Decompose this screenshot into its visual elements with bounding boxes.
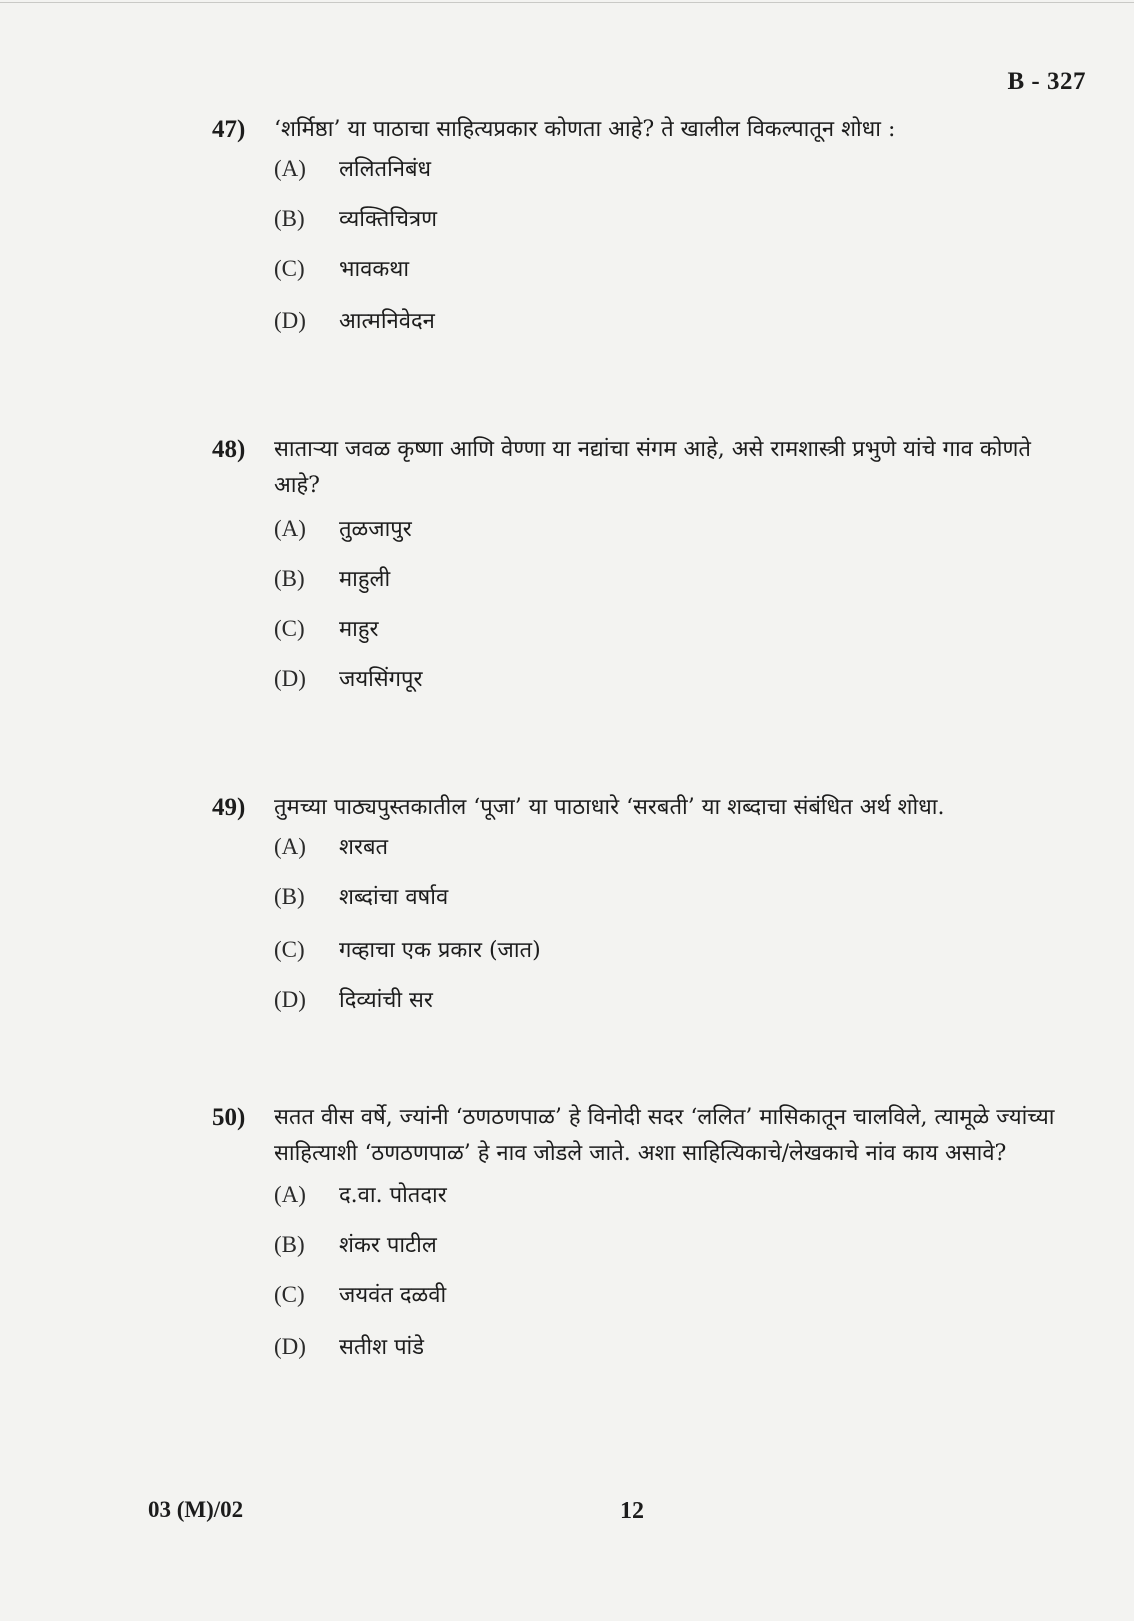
option-letter: (D) [274,1334,306,1359]
option-letter: (B) [274,1232,305,1257]
option-letter: (B) [274,884,305,909]
option-c[interactable] [274,614,1072,664]
option-text: शंकर पाटील [339,1233,437,1258]
paper-code: B - 327 [1007,68,1086,95]
question-number: 47) [212,116,246,143]
option-letter: (D) [274,666,306,691]
option-a[interactable] [274,1180,1072,1230]
question-48 [212,432,1072,714]
page-number: 12 [620,1498,644,1524]
top-border-line [0,2,1134,3]
option-b[interactable] [274,564,1072,614]
option-c[interactable] [274,935,1072,985]
option-text: भावकथा [339,257,410,282]
option-text: सतीश पांडे [339,1335,425,1360]
option-c[interactable] [274,1280,1072,1332]
question-text: साताऱ्या जवळ कृष्णा आणि वेण्णा या नद्यांचा संगम आहे, असे रामशास्त्री प्रभुणे यांचे गाव कोणते आहे? [274,437,1031,498]
option-letter: (A) [274,516,306,541]
option-text: ललितनिबंध [339,157,432,182]
option-letter: (C) [274,616,305,641]
option-text: व्यक्तिचित्रण [339,207,438,232]
question-text: तुमच्या पाठ्यपुस्तकातील ‘पूजा’ या पाठाधारे ‘सरबती’ या शब्दाचा संबंधित अर्थ शोधा. [274,795,945,820]
option-text: गव्हाचा एक प्रकार (जात) [339,938,541,963]
question-number: 48) [212,436,246,463]
option-b[interactable] [274,882,1072,935]
option-letter: (A) [274,1182,306,1207]
question-47 [212,112,1072,356]
question-50 [212,1100,1072,1382]
option-text: माहुली [339,567,391,592]
question-49 [212,790,1072,1035]
option-letter: (C) [274,1282,305,1307]
option-a[interactable] [274,832,1072,882]
option-text: आत्मनिवेदन [339,309,435,334]
option-text: तुळजापुर [339,517,412,542]
option-letter: (D) [274,308,306,333]
option-letter: (A) [274,834,306,859]
option-letter: (C) [274,937,305,962]
option-letter: (D) [274,987,306,1012]
question-number: 50) [212,1104,246,1131]
question-text: ‘शर्मिष्ठा’ या पाठाचा साहित्यप्रकार कोणता आहे? ते खालील विकल्पातून शोधा : [274,117,896,142]
option-b[interactable] [274,204,1072,254]
option-text: जयसिंगपूर [339,667,423,692]
question-number: 49) [212,794,246,821]
option-b[interactable] [274,1230,1072,1280]
question-text: सतत वीस वर्षे, ज्यांनी ‘ठणठणपाळ’ हे विनोदी सदर ‘ललित’ मासिकातून चालविले, त्यामूळे ज्यांच्या साहित्याशी ‘ठणठणपाळ’ हे नाव जोडले जाते. अशा साहित्यिकाचे/लेखकाचे नांव काय असावे? [274,1105,1055,1166]
option-a[interactable] [274,154,1072,204]
option-d[interactable] [274,306,1072,356]
series-code: 03 (M)/02 [148,1497,244,1522]
option-d[interactable] [274,1332,1072,1382]
option-text: द.वा. पोतदार [339,1183,447,1208]
option-text: शरबत [339,835,389,860]
option-text: जयवंत दळवी [339,1283,447,1308]
option-a[interactable] [274,514,1072,564]
option-text: माहुर [339,617,379,642]
option-text: दिव्यांची सर [339,988,433,1013]
option-letter: (A) [274,156,306,181]
option-text: शब्दांचा वर्षाव [339,885,449,910]
option-letter: (B) [274,206,305,231]
option-d[interactable] [274,985,1072,1035]
option-c[interactable] [274,254,1072,306]
option-d[interactable] [274,664,1072,714]
option-letter: (C) [274,256,305,281]
option-letter: (B) [274,566,305,591]
